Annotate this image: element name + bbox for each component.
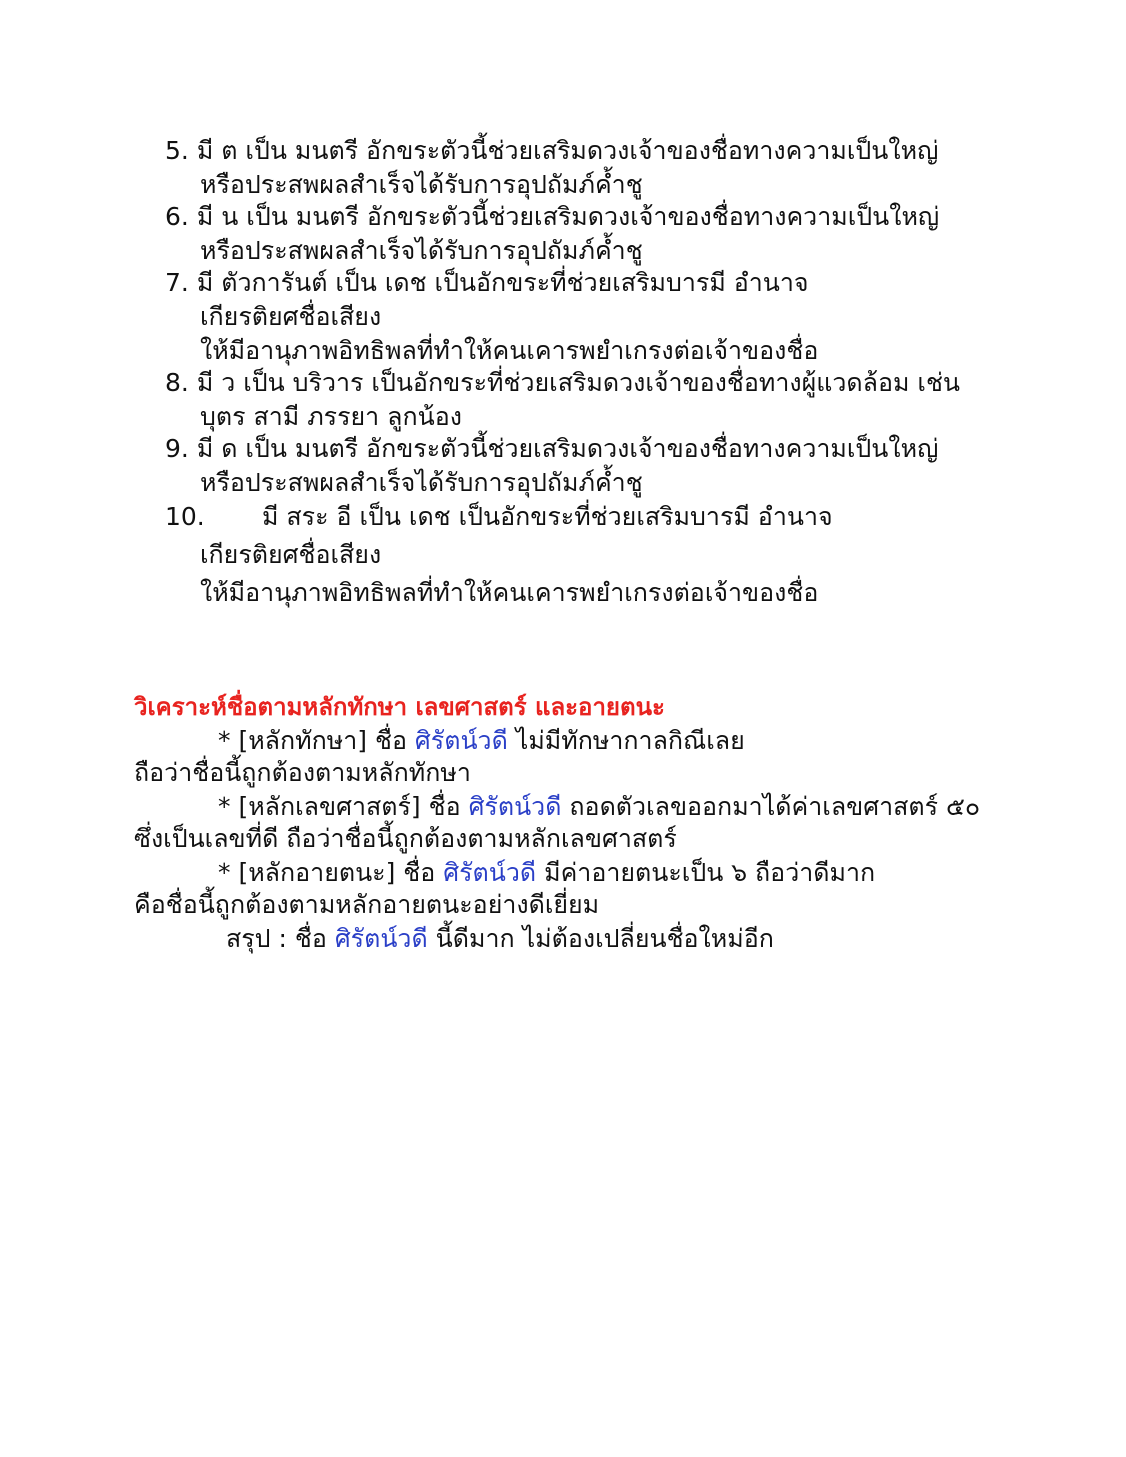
list-item-8-line-2: บุตร สามี ภรรยา ลูกน้อง	[200, 402, 462, 431]
list-item-10-line-3: ให้มีอานุภาพอิทธิพลที่ทำให้คนเคารพยำเกรงต่อเจ้าของชื่อ	[200, 578, 819, 607]
ayatana-suffix: มีค่าอายตนะเป็น ๖ ถือว่าดีมาก	[536, 858, 876, 887]
numerology-prefix: * [หลักเลขศาสตร์] ชื่อ	[218, 792, 469, 821]
list-number-10: 10.	[165, 502, 205, 531]
summary-line	[226, 922, 774, 956]
numerology-suffix: ถอดตัวเลขออกมาได้ค่าเลขศาสตร์ ๕๐	[561, 792, 981, 821]
ayatana-line	[218, 856, 875, 890]
list-item-6	[0, 200, 939, 234]
ayatana-prefix: * [หลักอายตนะ] ชื่อ	[218, 858, 444, 887]
person-name: ศิรัตน์วดี	[443, 858, 537, 887]
person-name: ศิรัตน์วดี	[468, 792, 562, 821]
list-number: 9.	[165, 434, 189, 463]
list-item-7	[0, 266, 809, 300]
list-text: มี ด เป็น มนตรี อักขระตัวนี้ช่วยเสริมดวงเจ้าของชื่อทางความเป็นใหญ่	[196, 434, 939, 463]
list-item-7-line-2: เกียรติยศชื่อเสียง	[200, 302, 382, 331]
numerology-conclusion: ซึ่งเป็นเลขที่ดี ถือว่าชื่อนี้ถูกต้องตามหลักเลขศาสตร์	[134, 824, 677, 853]
person-name: ศิรัตน์วดี	[414, 726, 508, 755]
numerology-line	[218, 790, 980, 824]
list-text: มี น เป็น มนตรี อักขระตัวนี้ช่วยเสริมดวงเจ้าของชื่อทางความเป็นใหญ่	[196, 202, 940, 231]
list-number: 7.	[165, 268, 189, 297]
list-item-10: มี สระ อี เป็น เดช เป็นอักขระที่ช่วยเสริมบารมี อำนาจ	[262, 502, 833, 531]
taksa-suffix: ไม่มีทักษากาลกิณีเลย	[507, 726, 745, 755]
taksa-conclusion: ถือว่าชื่อนี้ถูกต้องตามหลักทักษา	[134, 758, 471, 787]
taksa-prefix: * [หลักทักษา] ชื่อ	[218, 726, 415, 755]
list-number: 6.	[165, 202, 189, 231]
list-item-9	[0, 432, 938, 466]
ayatana-conclusion: คือชื่อนี้ถูกต้องตามหลักอายตนะอย่างดีเยี่ยม	[134, 890, 600, 919]
list-number: 8.	[165, 368, 189, 397]
list-text: มี ว เป็น บริวาร เป็นอักขระที่ช่วยเสริมดวงเจ้าของชื่อทางผู้แวดล้อม เช่น	[196, 368, 960, 397]
person-name: ศิรัตน์วดี	[334, 924, 428, 953]
list-number: 5.	[165, 136, 189, 165]
taksa-line	[218, 724, 745, 758]
summary-suffix: นี้ดีมาก ไม่ต้องเปลี่ยนชื่อใหม่อีก	[427, 924, 774, 953]
list-item-9-line-2: หรือประสพผลสำเร็จได้รับการอุปถัมภ์ค้ำชู	[200, 468, 643, 497]
list-text: มี ต เป็น มนตรี อักขระตัวนี้ช่วยเสริมดวงเจ้าของชื่อทางความเป็นใหญ่	[196, 136, 939, 165]
list-item-5-line-2: หรือประสพผลสำเร็จได้รับการอุปถัมภ์ค้ำชู	[200, 170, 643, 199]
list-text: มี ตัวการันต์ เป็น เดช เป็นอักขระที่ช่วยเสริมบารมี อำนาจ	[196, 268, 809, 297]
list-item-8	[0, 366, 960, 400]
summary-prefix: สรุป : ชื่อ	[226, 924, 335, 953]
list-item-7-line-3: ให้มีอานุภาพอิทธิพลที่ทำให้คนเคารพยำเกรงต่อเจ้าของชื่อ	[200, 336, 819, 365]
list-item-10-line-2: เกียรติยศชื่อเสียง	[200, 540, 382, 569]
analysis-heading: วิเคราะห์ชื่อตามหลักทักษา เลขศาสตร์ และอายตนะ	[134, 693, 665, 721]
list-item-5	[0, 134, 938, 168]
list-item-6-line-2: หรือประสพผลสำเร็จได้รับการอุปถัมภ์ค้ำชู	[200, 236, 643, 265]
